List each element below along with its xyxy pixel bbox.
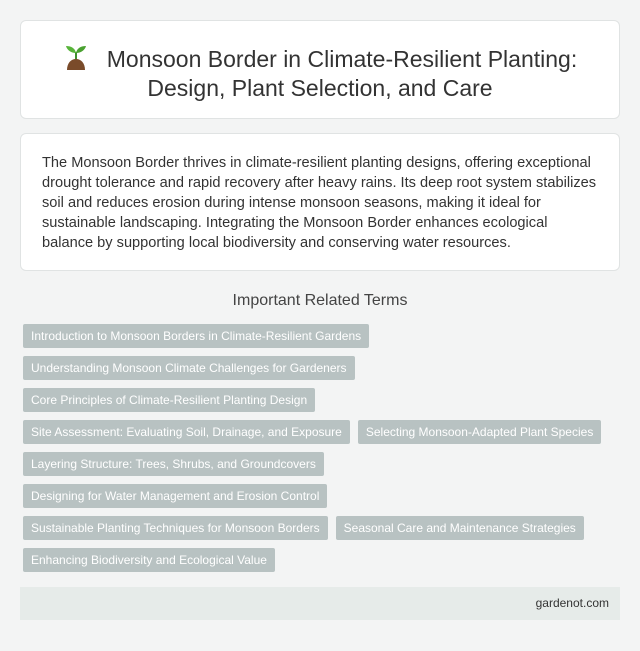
footer-site-link[interactable]: gardenot.com [535, 596, 609, 610]
related-terms-heading: Important Related Terms [232, 292, 408, 309]
sprout-icon [63, 43, 89, 71]
related-term-tag[interactable]: Enhancing Biodiversity and Ecological Value [23, 548, 275, 572]
description-card [20, 133, 620, 271]
page-title [21, 43, 619, 103]
footer [20, 587, 620, 620]
related-term-tag[interactable]: Seasonal Care and Maintenance Strategies [336, 516, 584, 540]
related-term-tag[interactable]: Sustainable Planting Techniques for Monsoon Borders [23, 516, 328, 540]
related-term-tag[interactable]: Understanding Monsoon Climate Challenges for Gardeners [23, 356, 355, 380]
related-terms-list [23, 324, 623, 580]
related-term-tag[interactable]: Introduction to Monsoon Borders in Climate-Resilient Gardens [23, 324, 369, 348]
description-text: The Monsoon Border thrives in climate-resilient planting designs, offering exceptional drought tolerance and rapid recovery after heavy rains. Its deep root system stabilizes soil and reduces erosion during intense monsoon seasons, making it ideal for sustainable landscaping. Integrating the Monsoon Border enhances ecological balance by supporting local biodiversity and conserving water resources. [42, 155, 597, 251]
related-term-tag[interactable]: Selecting Monsoon-Adapted Plant Species [358, 420, 601, 444]
related-term-tag[interactable]: Layering Structure: Trees, Shrubs, and Groundcovers [23, 452, 324, 476]
title-card [20, 20, 620, 119]
title-line-2: Design, Plant Selection, and Care [147, 75, 493, 101]
title-line-1: Monsoon Border in Climate-Resilient Planting: [106, 46, 578, 72]
related-term-tag[interactable]: Core Principles of Climate-Resilient Planting Design [23, 388, 315, 412]
related-term-tag[interactable]: Site Assessment: Evaluating Soil, Drainage, and Exposure [23, 420, 350, 444]
related-term-tag[interactable]: Designing for Water Management and Erosion Control [23, 484, 327, 508]
